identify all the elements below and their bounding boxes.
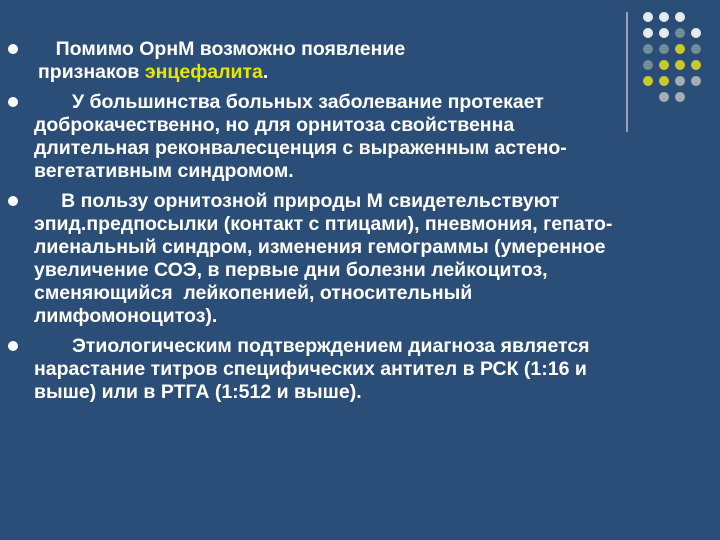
paragraph-2-text: У большинства больных заболевание протекает доброкачественно, но для орнитоза свойственна длительная реконвалесценция с выраженным астено-вегетативным синдромом. [34, 91, 567, 182]
paragraph-1-line2 [34, 61, 630, 84]
decorative-dot [659, 92, 669, 102]
decorative-dot [675, 28, 685, 38]
decorative-dot [691, 12, 701, 22]
decorative-dot [675, 12, 685, 22]
decorative-dot [691, 76, 701, 86]
paragraph-3-text: В пользу орнитозной природы М свидетельствуют эпид.предпосылки (контакт с птицами), пневмония, гепато-лиенальный синдром, изменения гемограммы (умеренное увеличение СОЭ, в первые дни болезни лейкоцитоз, сменяющийся лейкопенией, относительный лимфомоноцитоз). [34, 190, 613, 327]
decorative-dot [675, 60, 685, 70]
bullet-icon [8, 44, 18, 54]
decorative-dot [643, 28, 653, 38]
decorative-dot [691, 28, 701, 38]
bullet-paragraph-1 [0, 38, 630, 84]
decorative-dot [659, 12, 669, 22]
decorative-dot [659, 44, 669, 54]
slide-content [0, 38, 630, 411]
decorative-dot [643, 44, 653, 54]
paragraph-1-lead: Помимо ОрнМ возможно появление [34, 38, 406, 60]
decorative-dot [659, 60, 669, 70]
bullet-icon [8, 341, 18, 351]
decorative-dot [643, 12, 653, 22]
bullet-paragraph-2 [0, 91, 630, 183]
bullet-paragraph-4 [0, 335, 630, 404]
bullet-icon [8, 196, 18, 206]
paragraph-1-period: . [262, 61, 269, 83]
decorative-dot-grid [643, 12, 701, 102]
decorative-dot [675, 44, 685, 54]
decorative-dot [675, 76, 685, 86]
decorative-dot [659, 28, 669, 38]
decorative-dot [643, 92, 653, 102]
highlighted-term-encephalitis: энцефалита [144, 61, 263, 83]
decorative-dot [691, 60, 701, 70]
paragraph-1-line2-text: признаков [38, 61, 145, 83]
decorative-dot [659, 76, 669, 86]
decorative-dot [691, 92, 701, 102]
bullet-paragraph-3 [0, 190, 630, 328]
decorative-dot [675, 92, 685, 102]
paragraph-4-text: Этиологическим подтверждением диагноза является нарастание титров специфических антител в РСК (1:16 и выше) или в РТГА (1:512 и выше). [34, 335, 595, 403]
bullet-icon [8, 97, 18, 107]
decorative-dot [643, 60, 653, 70]
decorative-dot [643, 76, 653, 86]
decorative-dot [691, 44, 701, 54]
